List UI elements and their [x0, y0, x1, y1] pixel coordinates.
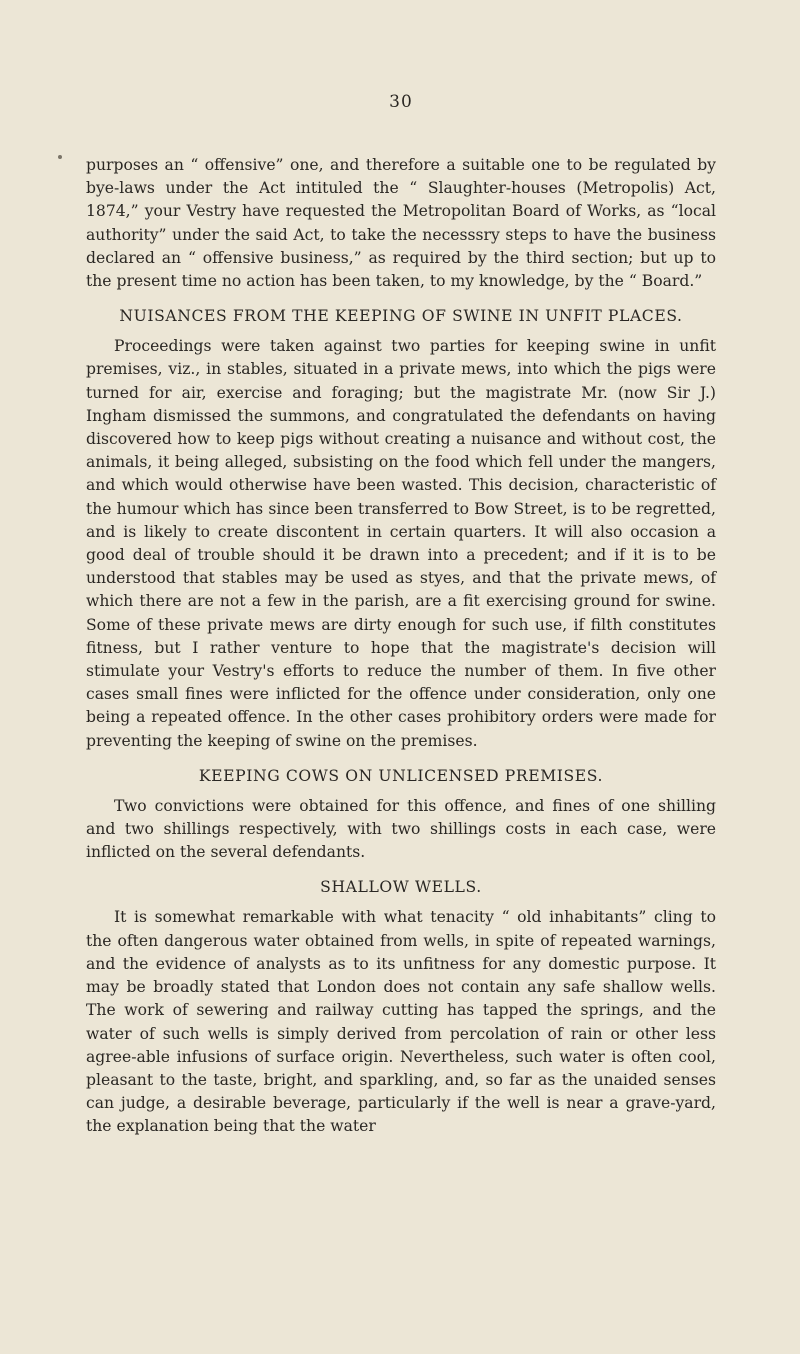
- page-number: 30: [389, 92, 413, 112]
- document-page: [86, 92, 716, 1139]
- paragraph-cows: Two convictions were obtained for this offence, and fines of one shilling and two shillings respectively, with two shillings costs in each case, were inflicted on the several defendants.: [86, 796, 716, 862]
- paragraph-intro: purposes an “ offensive” one, and therefore a suitable one to be regulated by bye-laws under the Act intituled the “ Slaughter-houses (Metropolis) Act, 1874,” your Vestry have requested the Metropolitan Board of Works, as “local authority” under the said Act, to take the necesssry steps to have the business declared an “ offensive business,” as required by the third section; but up to the present time no action has been taken, to my knowledge, by the “ Board.”: [86, 156, 716, 291]
- heading-wells: SHALLOW WELLS.: [320, 878, 482, 897]
- heading-cows: KEEPING COWS ON UNLICENSED PREMISES.: [198, 766, 604, 785]
- margin-mark: [58, 155, 62, 159]
- paragraph-swine: Proceedings were taken against two parties for keeping swine in unfit premises, viz., in stables, situated in a private mews, into which the pigs were turned for air, exercise and foraging; but the magistrate Mr. (now Sir J.) Ingham dismissed the summons, and congratulated the defendants on having discovered how to keep pigs without creating a nuisance and without cost, the animals, it being alleged, subsisting on the food which fell under the mangers, and which would otherwise have been wasted. This decision, characteristic of the humour which has since been transferred to Bow Street, is to be regretted, and is likely to create discontent in certain quarters. It will also occasion a good deal of trouble should it be drawn into a precedent; and if it is to be understood that stables may be used as styes, and that the private mews, of which there are not a few in the parish, are a fit exercising ground for swine. Some of these private mews are dirty enough for such use, if filth constitutes fitness, but I rather venture to hope that the magistrate's decision will stimulate your Vestry's efforts to reduce the number of them. In five other cases small fines were inflicted for the offence under consideration, only one being a repeated offence. In the other cases prohibitory orders were made for preventing the keeping of swine on the premises.: [86, 337, 716, 750]
- paragraph-wells: It is somewhat remarkable with what tenacity “ old inhabitants” cling to the often dangerous water obtained from wells, in spite of repeated warnings, and the evidence of analysts as to its unfitness for any domestic purpose. It may be broadly stated that London does not contain any safe shallow wells. The work of sewering and railway cutting has tapped the springs, and the water of such wells is simply derived from percolation of rain or other less agree-able infusions of surface origin. Nevertheless, such water is often cool, pleasant to the taste, bright, and sparkling, and, so far as the unaided senses can judge, a desirable beverage, particularly if the well is near a grave-yard, the explanation being that the water: [86, 908, 716, 1136]
- heading-swine: NUISANCES FROM THE KEEPING OF SWINE IN UNFIT PLACES.: [119, 307, 683, 326]
